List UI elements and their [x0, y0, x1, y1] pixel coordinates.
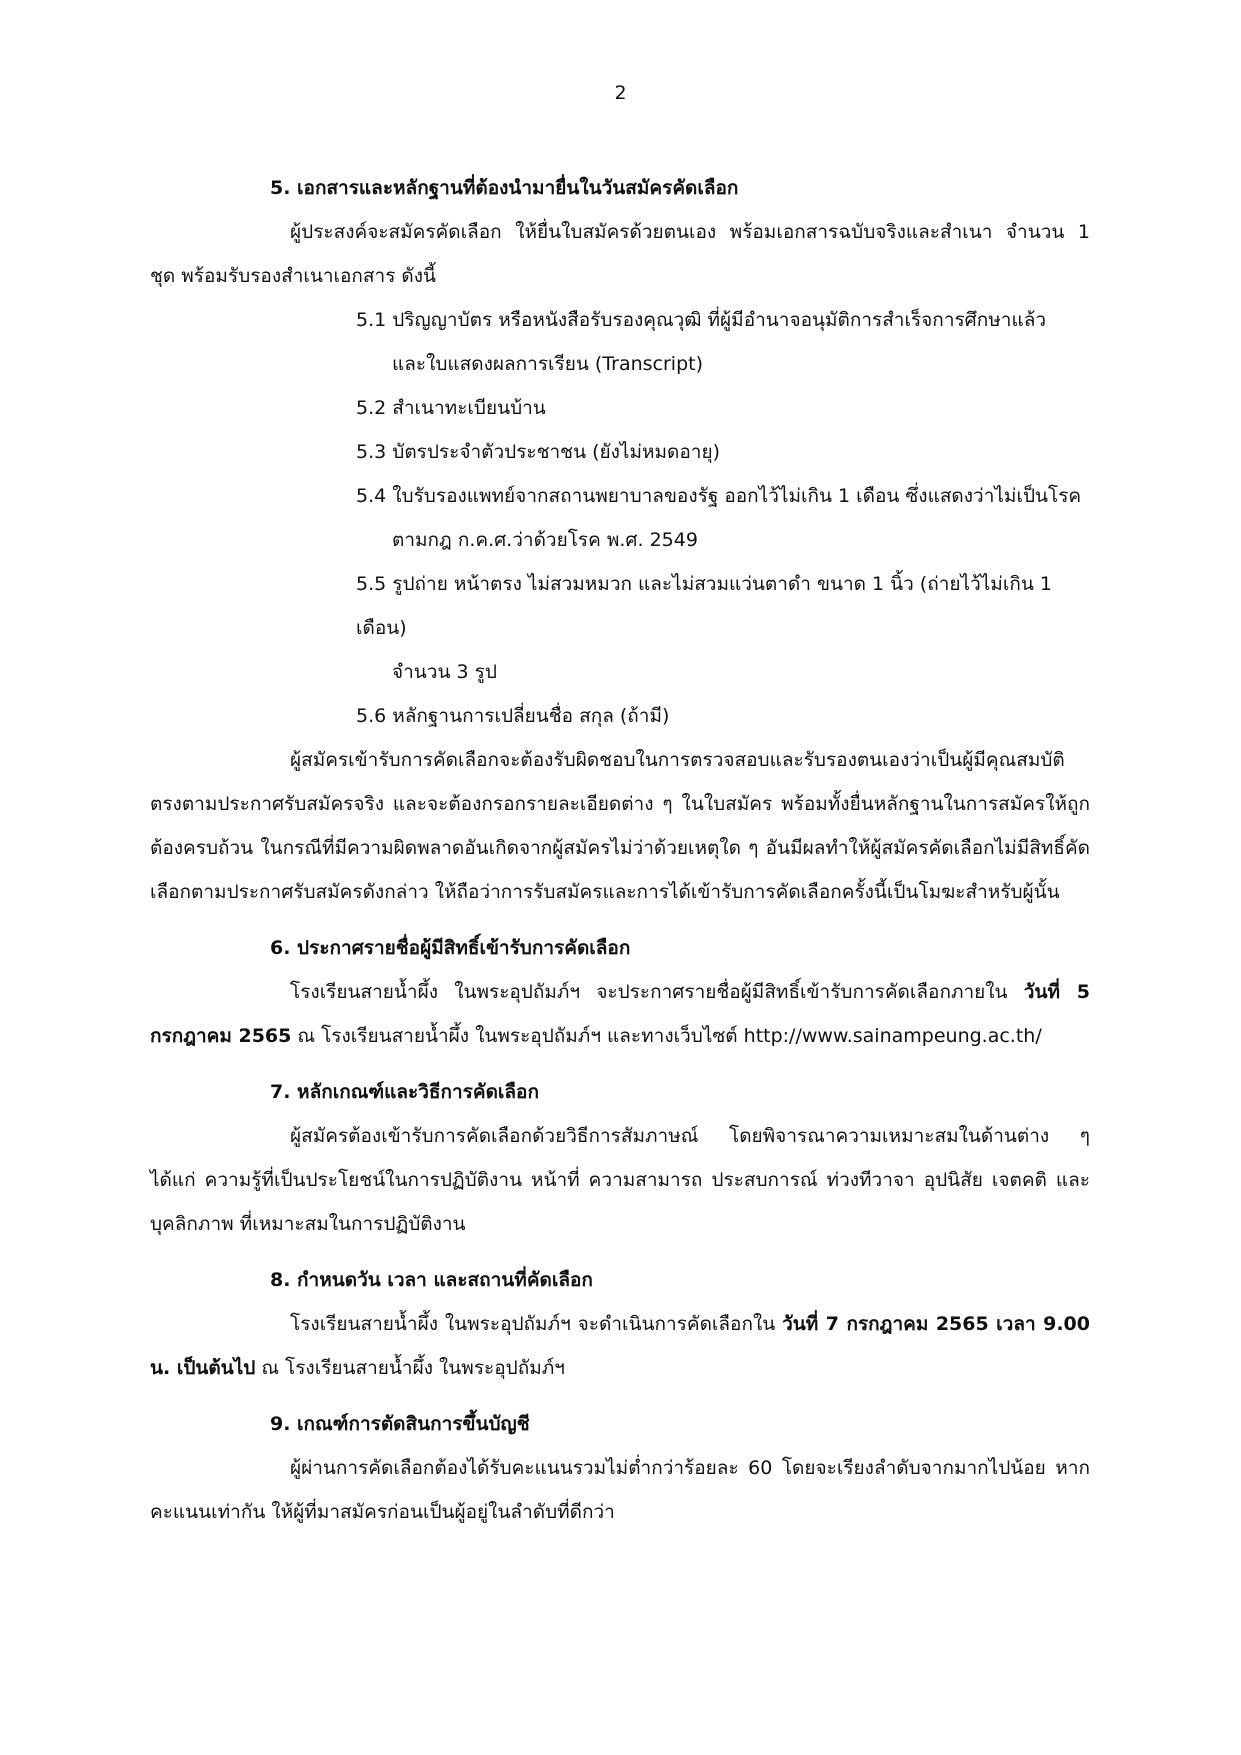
section-7: [150, 1070, 1090, 1246]
section-8: [150, 1258, 1090, 1390]
section-6: [150, 926, 1090, 1058]
section-9-heading: 9. เกณฑ์การตัดสินการขึ้นบัญชี: [270, 1413, 530, 1435]
section-6-text-a: โรงเรียนสายน้ำผึ้ง ในพระอุปถัมภ์ฯ จะประกาศรายชื่อผู้มีสิทธิ์เข้ารับการคัดเลือกภายใน: [290, 981, 1024, 1003]
list-item-5-1-line1: 5.1 ปริญญาบัตร หรือหนังสือรับรองคุณวุฒิ ที่ผู้มีอำนาจอนุมัติการสำเร็จการศึกษาแล้ว: [356, 309, 1047, 331]
section-5-heading: 5. เอกสารและหลักฐานที่ต้องนำมายื่นในวันสมัครคัดเลือก: [270, 177, 739, 199]
list-item-5-4-line2: ตามกฎ ก.ค.ศ.ว่าด้วยโรค พ.ศ. 2549: [392, 529, 698, 551]
section-6-date: วันที่ 5 กรกฎาคม 2565: [150, 981, 1090, 1047]
page-number: 2: [614, 82, 627, 104]
list-item-5-5-line2: จำนวน 3 รูป: [392, 661, 497, 683]
section-7-text: ผู้สมัครต้องเข้ารับการคัดเลือกด้วยวิธีการสัมภาษณ์ โดยพิจารณาความเหมาะสมในด้านต่าง ๆ ได้แก่ ความรู้ที่เป็นประโยชน์ในการปฏิบัติงาน หน้าที่ ความสามารถ ประสบการณ์ ท่วงทีวาจา อุปนิสัย เจตคติ และบุคลิกภาพ ที่เหมาะสมในการปฏิบัติงาน: [150, 1125, 1090, 1235]
section-9-text: ผู้ผ่านการคัดเลือกต้องได้รับคะแนนรวมไม่ต่ำกว่าร้อยละ 60 โดยจะเรียงลำดับจากมากไปน้อย หากคะแนนเท่ากัน ให้ผู้ที่มาสมัครก่อนเป็นผู้อยู่ในลำดับที่ดีกว่า: [150, 1457, 1090, 1523]
section-8-text-a: โรงเรียนสายน้ำผึ้ง ในพระอุปถัมภ์ฯ จะดำเนินการคัดเลือกใน: [290, 1313, 783, 1335]
section-8-text: [150, 1302, 1090, 1390]
list-item-5-1-line2: และใบแสดงผลการเรียน (Transcript): [392, 353, 703, 375]
list-item: [150, 298, 1090, 386]
list-item: [150, 430, 1090, 474]
list-item-5-5-line1: 5.5 รูปถ่าย หน้าตรง ไม่สวมหมวก และไม่สวมแว่นตาดำ ขนาด 1 นิ้ว (ถ่ายไว้ไม่เกิน 1 เดือน): [356, 573, 1052, 639]
section-5-intro: ผู้ประสงค์จะสมัครคัดเลือก ให้ยื่นใบสมัครด้วยตนเอง พร้อมเอกสารฉบับจริงและสำเนา จำนวน 1 ชุด พร้อมรับรองสำเนาเอกสาร ดังนี้: [150, 221, 1090, 287]
list-item: [150, 694, 1090, 738]
list-item-5-4-line1: 5.4 ใบรับรองแพทย์จากสถานพยาบาลของรัฐ ออกไว้ไม่เกิน 1 เดือน ซึ่งแสดงว่าไม่เป็นโรค: [356, 485, 1082, 507]
list-item: [150, 474, 1090, 562]
section-6-text: [150, 970, 1090, 1058]
document-body: [150, 166, 1090, 1534]
section-6-text-b: ณ โรงเรียนสายน้ำผึ้ง ในพระอุปถัมภ์ฯ และทางเว็บไซต์ http://www.sainampeung.ac.th/: [291, 1025, 1042, 1047]
list-item: [150, 386, 1090, 430]
section-5: [150, 166, 1090, 914]
section-8-heading: 8. กำหนดวัน เวลา และสถานที่คัดเลือก: [270, 1269, 593, 1291]
list-item-5-2-line1: 5.2 สำเนาทะเบียนบ้าน: [356, 397, 546, 419]
section-6-heading: 6. ประกาศรายชื่อผู้มีสิทธิ์เข้ารับการคัดเลือก: [270, 937, 631, 959]
list-item: [150, 562, 1090, 694]
list-item-5-6-line1: 5.6 หลักฐานการเปลี่ยนชื่อ สกุล (ถ้ามี): [356, 705, 670, 727]
section-5-closing: ผู้สมัครเข้ารับการคัดเลือกจะต้องรับผิดชอบในการตรวจสอบและรับรองตนเองว่าเป็นผู้มีคุณสมบัติตรงตามประกาศรับสมัครจริง และจะต้องกรอกรายละเอียดต่าง ๆ ในใบสมัคร พร้อมทั้งยื่นหลักฐานในการสมัครให้ถูกต้องครบถ้วน ในกรณีที่มีความผิดพลาดอันเกิดจากผู้สมัครไม่ว่าด้วยเหตุใด ๆ อันมีผลทำให้ผู้สมัครคัดเลือกไม่มีสิทธิ์คัดเลือกตามประกาศรับสมัครดังกล่าว ให้ถือว่าการรับสมัครและการได้เข้ารับการคัดเลือกครั้งนี้เป็นโมฆะสำหรับผู้นั้น: [150, 749, 1090, 903]
section-8-text-b: ณ โรงเรียนสายน้ำผึ้ง ในพระอุปถัมภ์ฯ: [255, 1357, 565, 1379]
section-9: [150, 1402, 1090, 1534]
section-8-datetime: วันที่ 7 กรกฎาคม 2565 เวลา 9.00 น. เป็นต้นไป: [150, 1313, 1090, 1379]
section-7-heading: 7. หลักเกณฑ์และวิธีการคัดเลือก: [270, 1081, 539, 1103]
list-item-5-3-line1: 5.3 บัตรประจำตัวประชาชน (ยังไม่หมดอายุ): [356, 441, 721, 463]
